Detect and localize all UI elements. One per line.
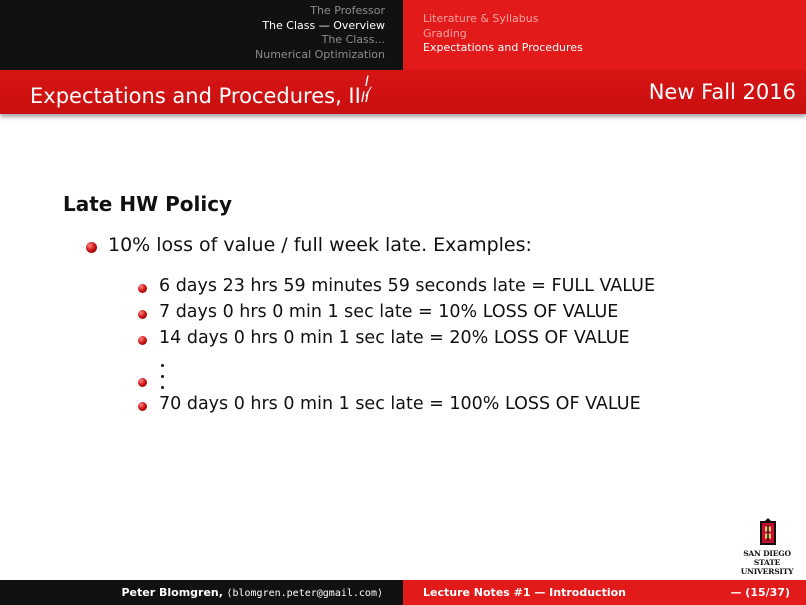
subsection-list bbox=[423, 12, 583, 56]
section-link-numerical-optimization[interactable]: Numerical Optimization bbox=[255, 47, 385, 61]
section-list bbox=[255, 4, 385, 62]
subsection-link-grading[interactable]: Grading bbox=[423, 26, 467, 40]
vertical-ellipsis-icon bbox=[160, 362, 166, 392]
bullet-ball-icon bbox=[138, 310, 147, 319]
author-name: Peter Blomgren, bbox=[121, 586, 223, 599]
sub-list-item-text: 70 days 0 hrs 0 min 1 sec late = 100% LOSS OF VALUE bbox=[159, 394, 641, 414]
subsection-link-literature-syllabus[interactable]: Literature & Syllabus bbox=[423, 12, 539, 25]
list-item-text: 10% loss of value / full week late. Examples: bbox=[108, 234, 532, 256]
university-name-line2: UNIVERSITY bbox=[740, 567, 794, 576]
bullet-ball-icon bbox=[138, 336, 147, 345]
sub-list-item bbox=[138, 302, 618, 322]
list-item bbox=[90, 234, 532, 256]
footer-page-number: — (15/37) bbox=[730, 586, 790, 599]
frame-title-bar bbox=[0, 70, 806, 114]
sub-list-item-text: 6 days 23 hrs 59 minutes 59 seconds late = FULL VALUE bbox=[159, 276, 656, 296]
frame-term-label: New Fall 2016 bbox=[648, 80, 796, 104]
section-navigation bbox=[0, 0, 403, 70]
frame-title-text: Expectations and Procedures, II bbox=[30, 84, 361, 108]
footer-bar bbox=[0, 580, 806, 605]
bullet-ball-icon bbox=[138, 284, 147, 293]
footer-lecture-title: Lecture Notes #1 — Introduction bbox=[423, 586, 626, 599]
subsection-link-expectations[interactable]: Expectations and Procedures bbox=[423, 41, 583, 54]
section-link-the-class[interactable]: The Class... bbox=[321, 33, 385, 46]
subsection-navigation bbox=[403, 0, 806, 70]
university-name bbox=[731, 549, 803, 576]
fraction-denominator: II bbox=[360, 90, 370, 106]
block-heading: Late HW Policy bbox=[63, 192, 233, 216]
university-name-line1: SAN DIEGO STATE bbox=[743, 549, 791, 567]
bullet-ball-icon bbox=[86, 242, 97, 253]
sub-list-item bbox=[138, 328, 630, 348]
fraction-numerator: I bbox=[364, 74, 369, 90]
footer-author bbox=[122, 586, 384, 599]
sub-list-item bbox=[138, 276, 655, 296]
section-link-professor[interactable]: The Professor bbox=[310, 4, 385, 17]
top-navigation bbox=[0, 0, 806, 70]
frame-title bbox=[30, 74, 379, 110]
author-email: ⟨blomgren.peter@gmail.com⟩ bbox=[226, 588, 383, 599]
sub-list-item bbox=[138, 394, 641, 414]
sub-list-item-text: 7 days 0 hrs 0 min 1 sec late = 10% LOSS OF VALUE bbox=[159, 302, 619, 322]
footer-lecture-panel bbox=[403, 580, 806, 605]
bullet-ball-icon bbox=[138, 378, 147, 387]
footer-author-panel bbox=[0, 580, 403, 605]
sdsu-logo bbox=[731, 518, 803, 576]
section-link-class-overview[interactable]: The Class — Overview bbox=[262, 18, 385, 32]
frame-page-fraction bbox=[360, 74, 379, 110]
sub-list-item-text: 14 days 0 hrs 0 min 1 sec late = 20% LOSS OF VALUE bbox=[159, 328, 630, 348]
bullet-ball-icon bbox=[138, 402, 147, 411]
sdsu-seal-icon bbox=[758, 518, 778, 548]
